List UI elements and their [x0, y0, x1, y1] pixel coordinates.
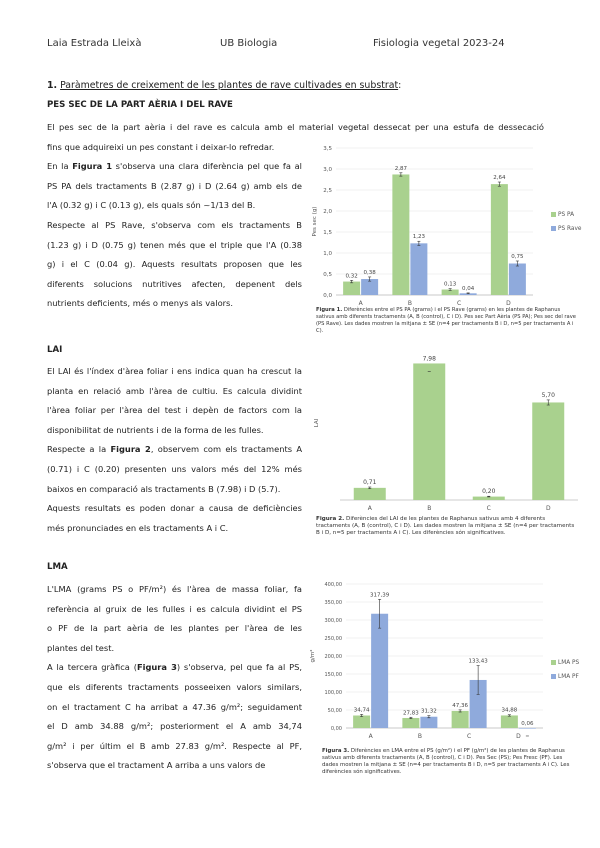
bar-ps-rave — [410, 243, 427, 295]
y-tick-label: 3,0 — [323, 167, 332, 173]
header-course: Fisiologia vegetal 2023-24 — [373, 38, 505, 49]
section-title — [47, 80, 401, 91]
figure-3-caption-text: Diferències en LMA entre el PS (g/m²) i el PF (g/m²) de les plantes de Raphanus sativus amb diferents tractaments (A, B (control), C i D). Pes Sec (PS); Pes Fresc (PF). Les dades mostren la mitjana ± SE (n=4 per tractaments B i D, n=5 per tractaments A i C). Les diferències són significatives. — [322, 748, 570, 775]
data-label: 7,98 — [422, 355, 436, 363]
lma-line: on el tractament C ha arribat a 47.36 g/m²; seguidament — [47, 701, 302, 712]
figure-2-chart — [308, 338, 578, 510]
bar-lai — [413, 363, 445, 500]
bar-ps-pa — [392, 174, 409, 295]
y-tick-label: 50,00 — [327, 708, 342, 714]
lma-line: L'LMA (grams PS o PF/m²) és l'àrea de massa foliar, fa — [47, 584, 302, 594]
legend-swatch — [551, 674, 556, 679]
data-label: 31,32 — [421, 708, 437, 715]
legend-label: PS Rave — [558, 226, 582, 232]
lai-line: disponibilitat de nutrients i de la forma de les fulles. — [47, 424, 264, 435]
pes-line: (1.23 g) i D (0.75 g) tenen més que el triple que l'A (0.38 — [47, 239, 302, 250]
data-label: 0,75 — [511, 253, 524, 260]
x-tick-label: D — [516, 733, 521, 740]
pes-line: l'A (0.32 g) i C (0.13 g), els quals són ~1/13 del B. — [47, 200, 256, 211]
pes-heading: PES SEC DE LA PART AÈRIA I DEL RAVE — [47, 100, 233, 110]
data-label: 0,13 — [444, 281, 457, 288]
data-label: 0,06 — [521, 720, 534, 727]
x-tick-label: B — [427, 505, 432, 512]
lma-line: g/m² i per últim el B amb 27.83 g/m². Respecte al PF, — [47, 740, 302, 751]
lai-line: Aquests resultats es poden donar a causa de deficiències — [47, 503, 302, 514]
y-axis-label: g/m² — [310, 649, 316, 663]
section-title-colon: : — [398, 80, 402, 91]
data-label: 0,38 — [363, 269, 376, 276]
legend-swatch — [551, 212, 556, 217]
x-tick-label: C — [457, 300, 462, 307]
data-label: 0,04 — [462, 285, 475, 292]
pes-line: El pes sec de la part aèria i del rave es calcula amb el material vegetal dessecat per una estufa de dessecació — [47, 122, 544, 132]
figure-3-caption-label: Figura 3. — [322, 748, 350, 754]
pes-line: nutrients deficients, més o menys als valors. — [47, 298, 234, 309]
data-label: 0,20 — [482, 488, 496, 496]
data-label: 34,88 — [501, 707, 518, 714]
header-author: Laia Estrada Lleixà — [47, 38, 142, 49]
y-tick-label: 250,00 — [324, 636, 342, 642]
legend-label: PS PA — [558, 212, 575, 218]
bar-lma-ps — [452, 711, 469, 728]
lma-line: plantes del test. — [47, 642, 115, 653]
bar-lai — [532, 402, 564, 500]
data-label: 47,36 — [452, 702, 468, 709]
x-tick-label: C — [486, 505, 491, 512]
y-tick-label: 3,5 — [323, 146, 332, 152]
figure-3-chart — [308, 578, 578, 743]
y-tick-label: 400,00 — [324, 582, 342, 588]
lai-line: planta en relació amb l'àrea de cultiu. Es calcula dividint — [47, 385, 302, 396]
bar-ps-pa — [491, 184, 508, 295]
x-tick-label: A — [358, 300, 363, 307]
legend-label: LMA PF — [558, 674, 579, 680]
lma-line: referència al gruix de les fulles i es calcula dividint el PS — [47, 603, 302, 614]
lma-heading: LMA — [47, 562, 68, 572]
lai-line: (0.71) i C (0.20) presenten uns valors més del 12% més — [47, 464, 302, 474]
lai-line: més pronunciades en els tractaments A i C. — [47, 522, 229, 533]
figure-1-caption-label: Figura 1. — [316, 307, 343, 313]
pes-line: g) i el C (0.04 g). Aquests resultats proposen que les — [47, 259, 302, 270]
pes-line: diferents solucions nutritives afecten, depenent dels — [47, 278, 302, 289]
figure-3-caption — [322, 748, 580, 776]
y-tick-label: 350,00 — [324, 600, 342, 606]
y-tick-label: 1,5 — [323, 230, 332, 236]
y-tick-label: 300,00 — [324, 618, 342, 624]
lma-line: A la tercera gràfica (Figura 3) s'observa, pel que fa al PS, — [47, 662, 302, 673]
bar-lma-ps — [402, 718, 419, 728]
legend-swatch — [551, 226, 556, 231]
lma-line: o PF de la part aèria de les plantes per l'àrea de les — [47, 623, 302, 634]
y-axis-label: Pes sec (g) — [312, 206, 318, 237]
bar-lma-ps — [501, 715, 518, 728]
bar-lma-pf — [420, 717, 437, 728]
data-label: 133,43 — [468, 658, 488, 665]
data-label: 2,87 — [394, 165, 407, 172]
x-tick-label: B — [407, 300, 412, 307]
data-label: 317,39 — [370, 592, 390, 599]
bar-lma-pf — [519, 728, 536, 729]
bar-ps-rave — [509, 264, 526, 296]
figure-1-chart — [308, 140, 582, 307]
legend-swatch — [551, 660, 556, 665]
y-tick-label: 0,00 — [330, 726, 342, 732]
section-number: 1. — [47, 80, 58, 91]
y-tick-label: 200,00 — [324, 654, 342, 660]
pes-line: PS PA dels tractaments B (2.87 g) i D (2.64 g) amb els de — [47, 180, 302, 191]
pes-line: fins que adquireixi un pes constant i deixar-lo refredar. — [47, 141, 275, 152]
lma-line: el D amb 34.88 g/m²; posteriorment el A amb 34,74 — [47, 721, 302, 732]
figure-2-caption-label: Figura 2. — [316, 516, 345, 522]
data-label: 2,64 — [493, 175, 506, 182]
x-tick-label: A — [368, 733, 373, 740]
figure-2-caption — [316, 516, 578, 537]
data-label: 0,71 — [363, 478, 377, 486]
pes-line: Respecte al PS Rave, s'observa com els tractaments B — [47, 220, 302, 230]
bar-lai — [354, 488, 386, 500]
lai-line: baixos en comparació als tractaments B (7.98) i D (5.7). — [47, 483, 281, 494]
lai-heading: LAI — [47, 345, 63, 355]
y-tick-label: 0,5 — [323, 272, 332, 278]
x-tick-label: D — [506, 300, 511, 307]
x-tick-label: A — [367, 505, 372, 512]
figure-1-caption-text: Diferències entre el PS PA (grams) i el PS Rave (grams) en les plantes de Raphanus sativus amb diferents tractaments (A, B (control), C i D). Pes sec Part Aèria (PS PA); Pes sec del rave (PS Rave). Les dades mostren la mitjana ± SE (n=4 per tractaments B i D, n=5 per tractaments A i C). — [316, 307, 576, 334]
data-label: 1,23 — [412, 234, 425, 241]
lma-line: s'observa que el tractament A arriba a uns valors de — [47, 760, 266, 771]
lai-line: El LAI és l'índex d'àrea foliar i ens indica quan ha crescut la — [47, 366, 302, 376]
y-tick-label: 100,00 — [324, 690, 342, 696]
data-label: 5,70 — [541, 391, 555, 399]
x-tick-label: D — [545, 505, 551, 512]
x-tick-label: C — [467, 733, 472, 740]
y-tick-label: 2,0 — [323, 209, 332, 215]
figure-1-caption — [316, 307, 578, 335]
pes-line: En la Figura 1 s'observa una clara diferència pel que fa al — [47, 161, 302, 172]
data-label: 27,83 — [403, 710, 419, 717]
y-axis-label: LAI — [314, 418, 320, 428]
data-label: 0,32 — [345, 273, 358, 280]
bar-ps-pa — [343, 282, 360, 295]
legend-label: LMA PS — [558, 660, 580, 666]
header-subject: UB Biologia — [220, 38, 278, 49]
y-tick-label: 2,5 — [323, 188, 332, 194]
y-tick-label: 150,00 — [324, 672, 342, 678]
figure-2-caption-text: Diferències del LAI de les plantes de Raphanus sativus amb 4 diferents tractaments (A, B (control), C i D). Les dades mostren la mitjana ± SE (n=4 per tractaments B i D, n=5 per tractaments A i C). Les diferències són significatives. — [316, 516, 575, 536]
y-tick-label: 0,0 — [323, 293, 332, 299]
lai-line: Respecte a la Figura 2, observem com els tractaments A — [47, 444, 303, 455]
lai-line: l'àrea foliar per l'àrea del test i depèn de factors com la — [47, 405, 302, 416]
section-title-text: Paràmetres de creixement de les plantes de rave cultivades en substrat — [60, 80, 399, 91]
y-tick-label: 1,0 — [323, 251, 332, 257]
bar-lma-ps — [353, 715, 370, 728]
x-tick-label: B — [417, 733, 422, 740]
bar-lma-pf — [371, 614, 388, 728]
data-label: 34,74 — [353, 707, 370, 714]
lma-line: que els diferents tractaments posseeixen valors similars, — [47, 682, 302, 692]
